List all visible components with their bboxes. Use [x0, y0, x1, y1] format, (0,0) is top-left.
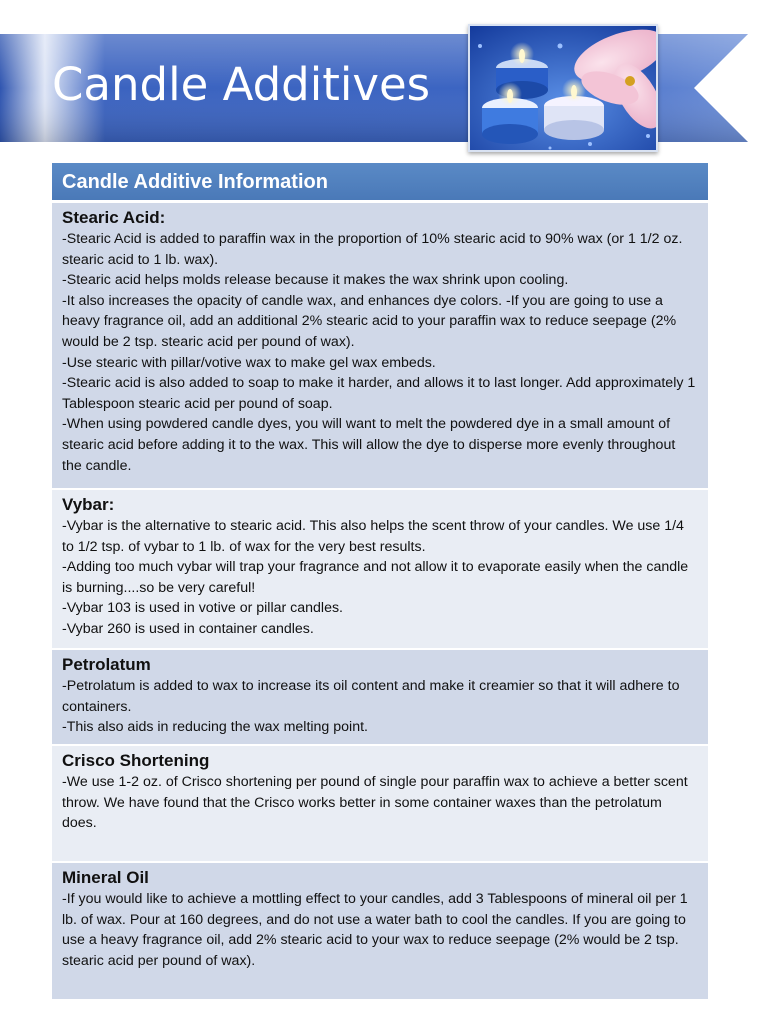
section-stearic-acid: [52, 203, 708, 490]
section-line: -Stearic Acid is added to paraffin wax in the proportion of 10% stearic acid to 90% wax (or 1 1/2 oz. stearic acid to 1 lb. wax).: [62, 231, 683, 268]
section-line: -It also increases the opacity of candle wax, and enhances dye colors. -If you are going to use a heavy fragrance oil, add an additional 2% stearic acid to your paraffin wax to reduce seepage (2% would be 2 tsp. stearic acid per pound of wax).: [62, 292, 677, 350]
additive-info-table: [52, 163, 708, 999]
section-title: Crisco Shortening: [62, 751, 210, 770]
section-title: Mineral Oil: [62, 868, 149, 887]
section-line: -When using powdered candle dyes, you will want to melt the powdered dye in a small amount of stearic acid before adding it to the wax. This will allow the dye to disperse more evenly throughout the candle.: [62, 416, 676, 474]
section-line: -Petrolatum is added to wax to increase its oil content and make it creamier so that it will adhere to containers.: [62, 678, 680, 715]
section-line: -Vybar 103 is used in votive or pillar candles.: [62, 600, 343, 617]
section-line: -Stearic acid helps molds release because it makes the wax shrink upon cooling.: [62, 272, 569, 289]
table-heading: Candle Additive Information: [52, 163, 708, 203]
section-title: Stearic Acid:: [62, 208, 166, 227]
section-line: -We use 1-2 oz. of Crisco shortening per pound of single pour paraffin wax to achieve a better scent throw. We have found that the Crisco works better in some container waxes than the petrolatum does.: [62, 774, 688, 832]
section-line: -Use stearic with pillar/votive wax to make gel wax embeds.: [62, 354, 436, 371]
section-line: -Stearic acid is also added to soap to make it harder, and allows it to last longer. Add approximately 1 Tablespoon stearic acid per pound of soap.: [62, 375, 696, 412]
section-petrolatum: [52, 650, 708, 746]
section-line: -Vybar is the alternative to stearic acid. This also helps the scent throw of your candles. We use 1/4 to 1/2 tsp. of vybar to 1 lb. of wax for the very best results.: [62, 518, 684, 555]
section-vybar: [52, 490, 708, 650]
section-title: Petrolatum: [62, 655, 151, 674]
section-line: -Vybar 260 is used in container candles.: [62, 620, 314, 637]
section-line: -Adding too much vybar will trap your fragrance and not allow it to evaporate easily when the candle is burning....so be very careful!: [62, 559, 689, 596]
candle-photo: [468, 24, 658, 152]
section-line: -If you would like to achieve a mottling effect to your candles, add 3 Tablespoons of mineral oil per 1 lb. of wax. Pour at 160 degrees, and do not use a water bath to cool the candles. If you are going to use a heavy fragrance oil, add 2% stearic acid to your wax to reduce seepage (2% would be 2 tsp. stearic acid per pound of wax).: [62, 891, 688, 969]
section-title: Vybar:: [62, 495, 115, 514]
page-title: Candle Additives: [52, 58, 431, 111]
section-mineral-oil: [52, 863, 708, 999]
section-crisco-shortening: [52, 746, 708, 863]
section-line: -This also aids in reducing the wax melting point.: [62, 719, 368, 736]
